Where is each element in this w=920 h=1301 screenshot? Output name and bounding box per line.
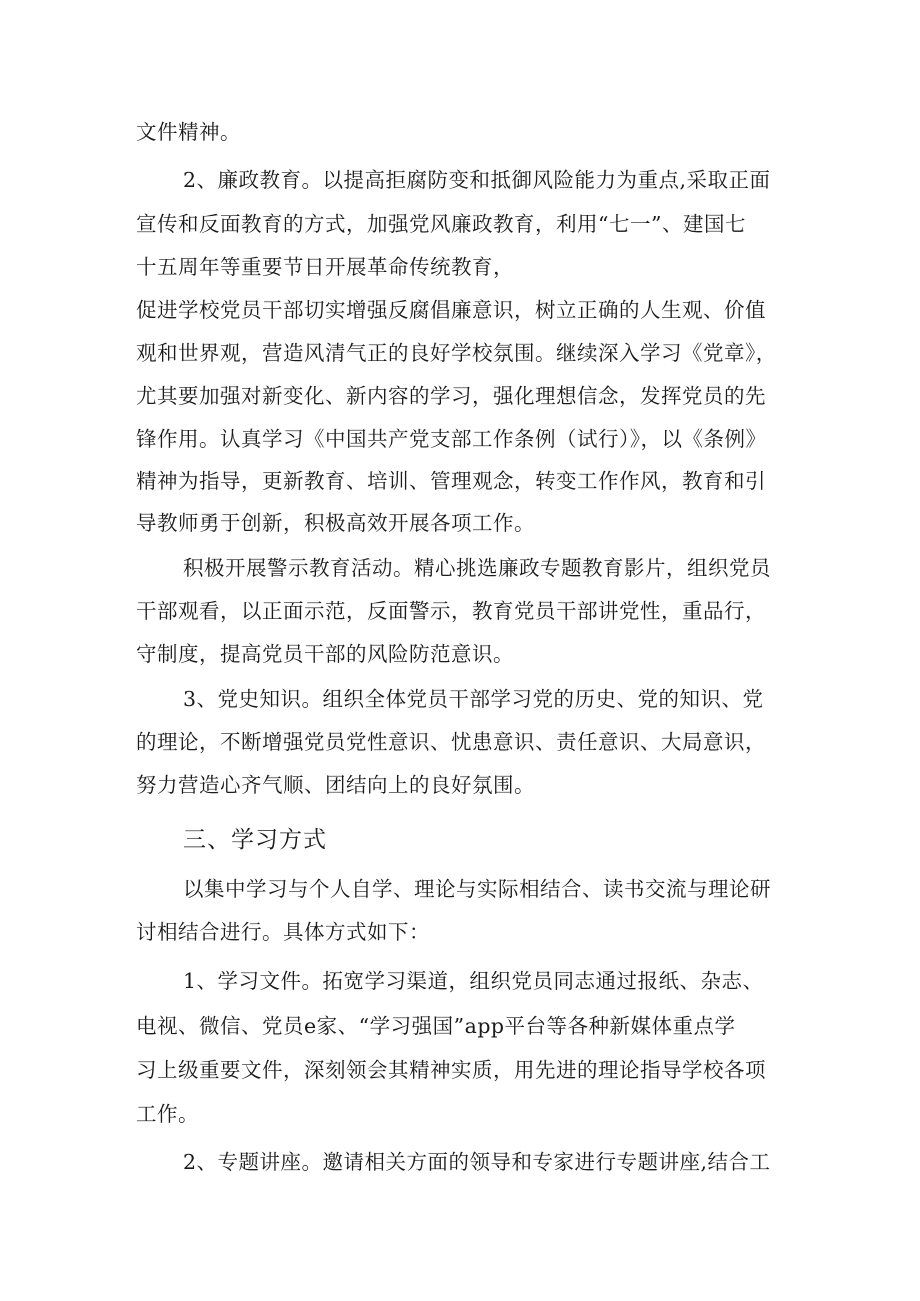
paragraph-line: 干部观看，以正面示范，反面警示，教育党员干部讲党性，重品行， (136, 599, 766, 623)
paragraph-line: 精神为指导，更新教育、培训、管理观念，转变工作作风，教育和引 (136, 469, 766, 493)
paragraph-line: 以集中学习与个人自学、理论与实际相结合、读书交流与理论研 (183, 877, 771, 901)
paragraph-line: 文件精神。 (136, 120, 241, 144)
paragraph-line: 努力营造心齐气顺、团结向上的良好氛围。 (136, 773, 535, 797)
paragraph-line: 积极开展警示教育活动。精心挑选廉政专题教育影片，组织党员 (183, 556, 771, 580)
section-heading: 三、学习方式 (183, 827, 327, 853)
paragraph-line: 的理论，不断增强党员党性意识、忧患意识、责任意识、大局意识， (136, 730, 766, 754)
paragraph-line: 习上级重要文件，深刻领会其精神实质，用先进的理论指导学校各项 (136, 1058, 766, 1082)
paragraph-line: 2、专题讲座。邀请相关方面的领导和专家进行专题讲座,结合工 (183, 1150, 771, 1174)
paragraph-line: 宣传和反面教育的方式，加强党风廉政教育，利用“七一”、建国七 (136, 212, 746, 236)
paragraph-line: 工作。 (136, 1102, 199, 1126)
paragraph-line: 3、党史知识。组织全体党员干部学习党的历史、党的知识、党 (183, 687, 764, 711)
paragraph-line: 促进学校党员干部切实增强反腐倡廉意识，树立正确的人生观、价值 (136, 298, 766, 322)
paragraph-line: 电视、微信、党员e家、“学习强国”app平台等各种新媒体重点学 (136, 1014, 736, 1038)
paragraph-line: 锋作用。认真学习《中国共产党支部工作条例（试行）》，以《条例》 (136, 427, 767, 451)
paragraph-line: 讨相结合进行。具体方式如下： (136, 920, 430, 944)
paragraph-line: 守制度，提高党员干部的风险防范意识。 (136, 642, 514, 666)
paragraph-line: 2、廉政教育。以提高拒腐防变和抵御风险能力为重点,采取正面 (183, 168, 771, 192)
paragraph-line: 1、学习文件。拓宽学习渠道，组织党员同志通过报纸、杂志、 (183, 969, 764, 993)
paragraph-line: 十五周年等重要节日开展革命传统教育， (136, 255, 514, 279)
paragraph-line: 观和世界观，营造风清气正的良好学校氛围。继续深入学习《党章》， (136, 341, 777, 365)
paragraph-line: 尤其要加强对新变化、新内容的学习，强化理想信念，发挥党员的先 (136, 384, 766, 408)
paragraph-line: 导教师勇于创新，积极高效开展各项工作。 (136, 511, 535, 535)
